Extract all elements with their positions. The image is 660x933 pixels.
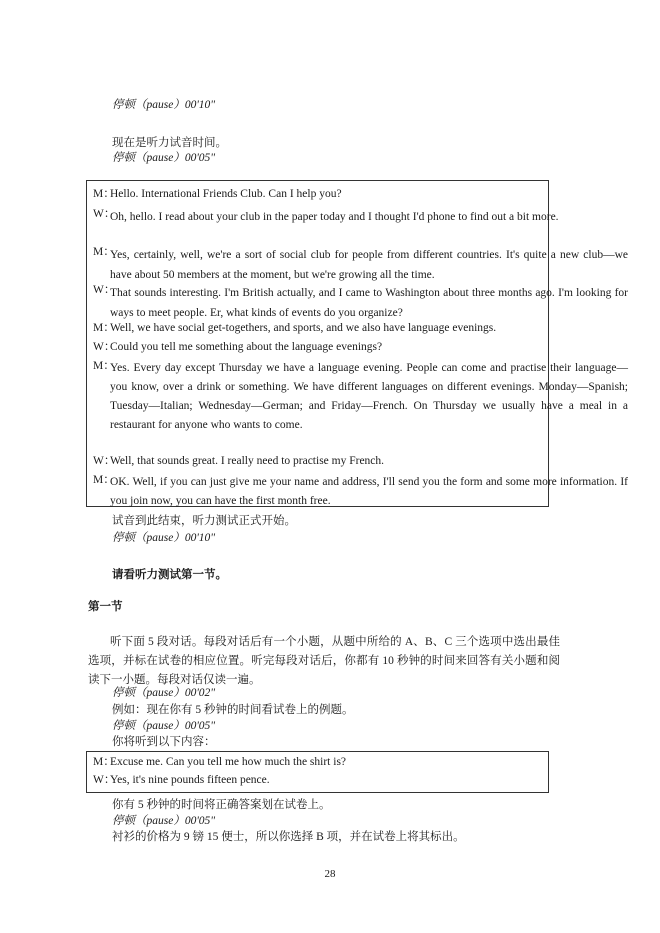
answer-time-line: 你有 5 秒钟的时间将正确答案划在试卷上。 bbox=[112, 799, 331, 811]
section-title: 第一节 bbox=[88, 601, 123, 613]
speaker: M： bbox=[93, 246, 115, 258]
speaker: M： bbox=[93, 756, 115, 768]
speaker: W： bbox=[93, 774, 116, 786]
hear-line: 你将听到以下内容： bbox=[112, 736, 216, 748]
utterance: Hello. International Friends Club. Can I help you? bbox=[110, 188, 342, 200]
speaker: M： bbox=[93, 474, 115, 486]
pause-label: 停顿（pause）00'02" bbox=[112, 687, 216, 699]
section-prompt: 请看听力测试第一节。 bbox=[112, 569, 227, 581]
speaker: W： bbox=[93, 455, 116, 467]
utterance: That sounds interesting. I'm British actually, and I came to Washington about three months ago. I'm looking for ways to meet people. Er, what kinds of events do you organize? bbox=[110, 287, 628, 319]
speaker: M： bbox=[93, 188, 115, 200]
trial-end-line: 试音到此结束，听力测试正式开始。 bbox=[112, 515, 296, 527]
utterance: Well, we have social get-togethers, and sports, and we also have language evenings. bbox=[110, 322, 497, 334]
dialogue-box-2 bbox=[86, 751, 549, 793]
utterance: OK. Well, if you can just give me your name and address, I'll send you the form and some more information. If you join now, you can have the first month free. bbox=[110, 476, 628, 507]
speaker: W： bbox=[93, 208, 116, 220]
answer-line: 衬衫的价格为 9 镑 15 便士，所以你选择 B 项，并在试卷上将其标出。 bbox=[112, 831, 465, 843]
pause-label: 停顿（pause）00'10" bbox=[112, 99, 216, 111]
utterance: Could you tell me something about the language evenings? bbox=[110, 341, 383, 353]
example-line: 例如：现在你有 5 秒钟的时间看试卷上的例题。 bbox=[112, 704, 354, 716]
dialogue-line bbox=[87, 755, 548, 770]
utterance: Excuse me. Can you tell me how much the shirt is? bbox=[110, 756, 347, 768]
dialogue-line bbox=[87, 773, 548, 788]
dialogue-box-1 bbox=[86, 180, 628, 507]
pause-label: 停顿（pause）00'05" bbox=[112, 815, 216, 827]
utterance: Yes. Every day except Thursday we have a language evening. People can come and practise their language—you know, over a drink or something. We have different languages on different evenings. Monday—Spanish; Tuesday—Italian; Wednesday—German; and Friday—French. On Thursday we usually have a meal in a restaurant for anyone who wants to come. bbox=[110, 362, 628, 431]
pause-label: 停顿（pause）00'05" bbox=[112, 152, 216, 164]
utterance: Well, that sounds great. I really need to practise my French. bbox=[110, 455, 385, 467]
pause-label: 停顿（pause）00'05" bbox=[112, 720, 216, 732]
intro-line: 现在是听力试音时间。 bbox=[112, 137, 227, 149]
speaker: M： bbox=[93, 322, 115, 334]
page-number: 28 bbox=[324, 868, 336, 880]
utterance: Oh, hello. I read about your club in the paper today and I thought I'd phone to find out a bit more. bbox=[110, 211, 559, 223]
speaker: W： bbox=[93, 341, 116, 353]
pause-label: 停顿（pause）00'10" bbox=[112, 532, 216, 544]
speaker: M： bbox=[93, 360, 115, 372]
utterance: Yes, certainly, well, we're a sort of social club for people from different countries. It's quite a new club—we have about 50 members at the moment, but we're growing all the time. bbox=[110, 249, 628, 281]
utterance: Yes, it's nine pounds fifteen pence. bbox=[110, 774, 270, 786]
instructions-paragraph: 听下面 5 段对话。每段对话后有一个小题，从题中所给的 A、B、C 三个选项中选出最佳选项，并标在试卷的相应位置。听完每段对话后，你都有 10 秒钟的时间来回答有关小题和阅读下一小题。每段对话仅读一遍。 bbox=[88, 636, 560, 686]
speaker: W： bbox=[93, 284, 116, 296]
